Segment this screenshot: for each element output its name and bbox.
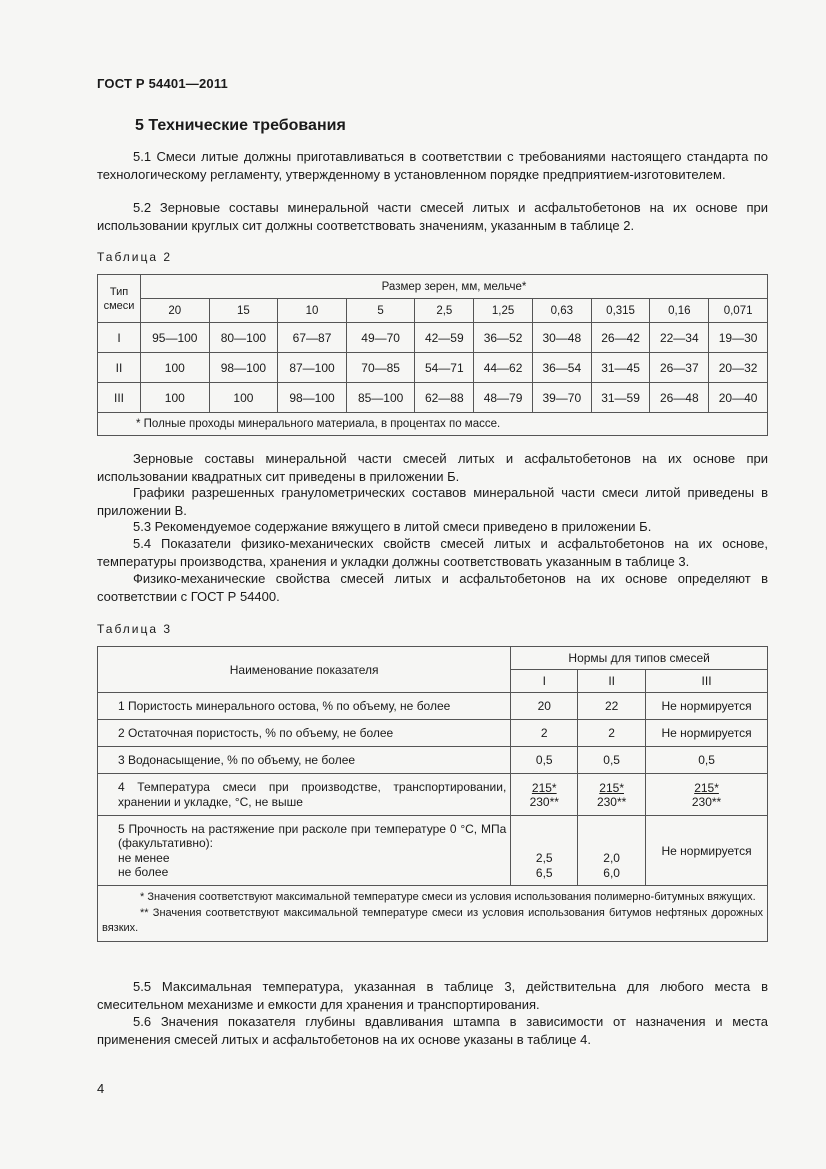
value-min: 2,5 — [535, 851, 553, 865]
temp-bottom: 230** — [596, 794, 627, 809]
table-cell: 42—59 — [415, 323, 474, 353]
table-cell: 19—30 — [709, 323, 768, 353]
table-cell: 20 — [511, 693, 578, 720]
table-cell: 95—100 — [141, 323, 210, 353]
table-2-size-col: 15 — [209, 299, 278, 323]
table-cell: 22 — [578, 693, 646, 720]
section-title: 5 Технические требования — [135, 117, 346, 134]
paragraph-5-1 — [97, 148, 768, 183]
table-3-norms-header: Нормы для типов смесей — [511, 647, 768, 670]
temp-top: 215* — [599, 780, 624, 795]
paragraph-5-4b-text: Физико-механические свойства смесей литых и асфальтобетонов на их основе определяют в соответствии с ГОСТ Р 54400. — [97, 571, 768, 604]
table-3-type-iii: III — [646, 670, 768, 693]
row-5-min-label: не менее — [118, 850, 170, 865]
table-3-row-2-name: 2 Остаточная пористость, % по объему, не более — [98, 720, 511, 747]
table-3-row-5-name — [98, 816, 511, 886]
table-cell: 44—62 — [474, 353, 533, 383]
table-cell: 31—45 — [591, 353, 650, 383]
table-cell — [578, 816, 646, 886]
table-2-row-type: II — [98, 353, 141, 383]
table-cell: 54—71 — [415, 353, 474, 383]
table-2-size-col: 2,5 — [415, 299, 474, 323]
table-3-row-4-name: 4 Температура смеси при производстве, транспортировании, хранении и укладке, °С, не выше — [98, 774, 511, 816]
table-cell: 30—48 — [532, 323, 591, 353]
value-min: 2,0 — [603, 851, 620, 865]
table-2-caption: Таблица 2 — [97, 250, 173, 264]
row-5-title: 5 Прочность на растяжение при расколе при температуре 0 °С, МПа (факультативно): — [118, 821, 507, 850]
temp-top: 215* — [694, 780, 719, 795]
table-cell: 20—32 — [709, 353, 768, 383]
table-3-note-2: ** Значения соответствуют максимальной температуре смеси из условия использования битумов нефтяных дорожных вязких. — [102, 906, 763, 934]
table-cell: 0,5 — [578, 747, 646, 774]
paragraph-5-4b — [97, 570, 768, 605]
table-cell — [511, 816, 578, 886]
table-2-size-col: 1,25 — [474, 299, 533, 323]
table-cell: 87—100 — [278, 353, 347, 383]
paragraph-sieves — [97, 450, 768, 485]
row-5-max-label: не более — [118, 865, 169, 879]
paragraph-5-2-text: 5.2 Зерновые составы минеральной части смесей литых и асфальтобетонов на их основе при использовании круглых сит должны соответствовать значениям, указанным в таблице 2. — [97, 200, 768, 233]
table-3-note-1: * Значения соответствуют максимальной температуре смеси из условия использования полимерно-битумных вяжущих. — [140, 891, 756, 903]
table-cell: 20—40 — [709, 383, 768, 413]
table-3-type-i: I — [511, 670, 578, 693]
table-cell: 2 — [511, 720, 578, 747]
table-2-type-header: Тип смеси — [98, 275, 141, 323]
table-cell: 0,5 — [646, 747, 768, 774]
table-cell: Не нормируется — [646, 693, 768, 720]
table-3 — [97, 646, 768, 942]
temp-bottom: 230** — [529, 794, 559, 809]
table-2-size-col: 0,071 — [709, 299, 768, 323]
table-cell: 26—42 — [591, 323, 650, 353]
table-2-size-col: 0,16 — [650, 299, 709, 323]
table-cell: 31—59 — [591, 383, 650, 413]
paragraph-5-3-text: 5.3 Рекомендуемое содержание вяжущего в литой смеси приведено в приложении Б. — [133, 519, 652, 534]
paragraph-graphs — [97, 484, 768, 519]
table-2 — [97, 274, 768, 436]
table-cell: 26—48 — [650, 383, 709, 413]
paragraph-5-5 — [97, 978, 768, 1013]
table-3-notes — [98, 886, 768, 942]
table-2-note: * Полные проходы минерального материала, в процентах по массе. — [98, 413, 768, 436]
table-cell: 67—87 — [278, 323, 347, 353]
paragraph-5-5-text: 5.5 Максимальная температура, указанная в таблице 3, действительна для любого места в смесительном механизме и емкости для хранения и транспортирования. — [97, 979, 768, 1012]
table-3-caption: Таблица 3 — [97, 622, 173, 636]
table-cell: 98—100 — [209, 353, 278, 383]
table-cell: Не нормируется — [646, 720, 768, 747]
table-2-size-col: 10 — [278, 299, 347, 323]
table-2-row-type: I — [98, 323, 141, 353]
table-cell: 2 — [578, 720, 646, 747]
paragraph-5-1-text: 5.1 Смеси литые должны приготавливаться в соответствии с требованиями настоящего стандарта по технологическому регламенту, утвержденному в установленном порядке предприятием-изготовителем. — [97, 149, 768, 182]
temp-top: 215* — [531, 780, 557, 795]
table-cell: 98—100 — [278, 383, 347, 413]
table-cell: 22—34 — [650, 323, 709, 353]
table-cell: 85—100 — [346, 383, 415, 413]
table-cell: 36—54 — [532, 353, 591, 383]
table-2-size-col: 5 — [346, 299, 415, 323]
table-cell: 100 — [209, 383, 278, 413]
paragraph-5-3 — [97, 518, 768, 536]
table-cell — [646, 774, 768, 816]
table-cell — [511, 774, 578, 816]
table-3-row-3-name: 3 Водонасыщение, % по объему, не более — [98, 747, 511, 774]
table-cell: 100 — [141, 383, 210, 413]
value-max: 6,5 — [535, 865, 553, 880]
table-3-row-1-name: 1 Пористость минерального остова, % по объему, не более — [98, 693, 511, 720]
table-3-type-ii: II — [578, 670, 646, 693]
table-cell: 80—100 — [209, 323, 278, 353]
table-cell: 62—88 — [415, 383, 474, 413]
temp-bottom: 230** — [691, 794, 722, 809]
paragraph-graphs-text: Графики разрешенных гранулометрических составов минеральной части смеси литой приведены в приложении В. — [97, 485, 768, 518]
value-max: 6,0 — [603, 865, 620, 880]
table-3-name-header: Наименование показателя — [98, 647, 511, 693]
page-number: 4 — [97, 1081, 105, 1096]
table-2-size-col: 0,315 — [591, 299, 650, 323]
table-2-row-type: III — [98, 383, 141, 413]
paragraph-5-4 — [97, 535, 768, 570]
table-cell: Не нормируется — [646, 816, 768, 886]
table-2-size-col: 0,63 — [532, 299, 591, 323]
table-cell: 48—79 — [474, 383, 533, 413]
table-cell: 36—52 — [474, 323, 533, 353]
paragraph-5-6-text: 5.6 Значения показателя глубины вдавливания штампа в зависимости от назначения и места применения смесей литых и асфальтобетонов на их основе указаны в таблице 4. — [97, 1014, 768, 1047]
paragraph-5-4-text: 5.4 Показатели физико-механических свойств смесей литых и асфальтобетонов на их основе, температуры производства, хранения и укладки должны соответствовать указанным в таблице 3. — [97, 536, 768, 569]
table-cell: 39—70 — [532, 383, 591, 413]
table-cell — [578, 774, 646, 816]
table-cell: 70—85 — [346, 353, 415, 383]
document-header: ГОСТ Р 54401—2011 — [97, 76, 228, 91]
paragraph-5-2 — [97, 199, 768, 234]
table-cell: 26—37 — [650, 353, 709, 383]
table-cell: 100 — [141, 353, 210, 383]
paragraph-sieves-text: Зерновые составы минеральной части смесей литых и асфальтобетонов на их основе при использовании квадратных сит приведены в приложении Б. — [97, 451, 768, 484]
paragraph-5-6 — [97, 1013, 768, 1048]
table-cell: 49—70 — [346, 323, 415, 353]
table-2-size-header: Размер зерен, мм, мельче* — [141, 275, 768, 299]
table-2-size-col: 20 — [141, 299, 210, 323]
table-cell: 0,5 — [511, 747, 578, 774]
